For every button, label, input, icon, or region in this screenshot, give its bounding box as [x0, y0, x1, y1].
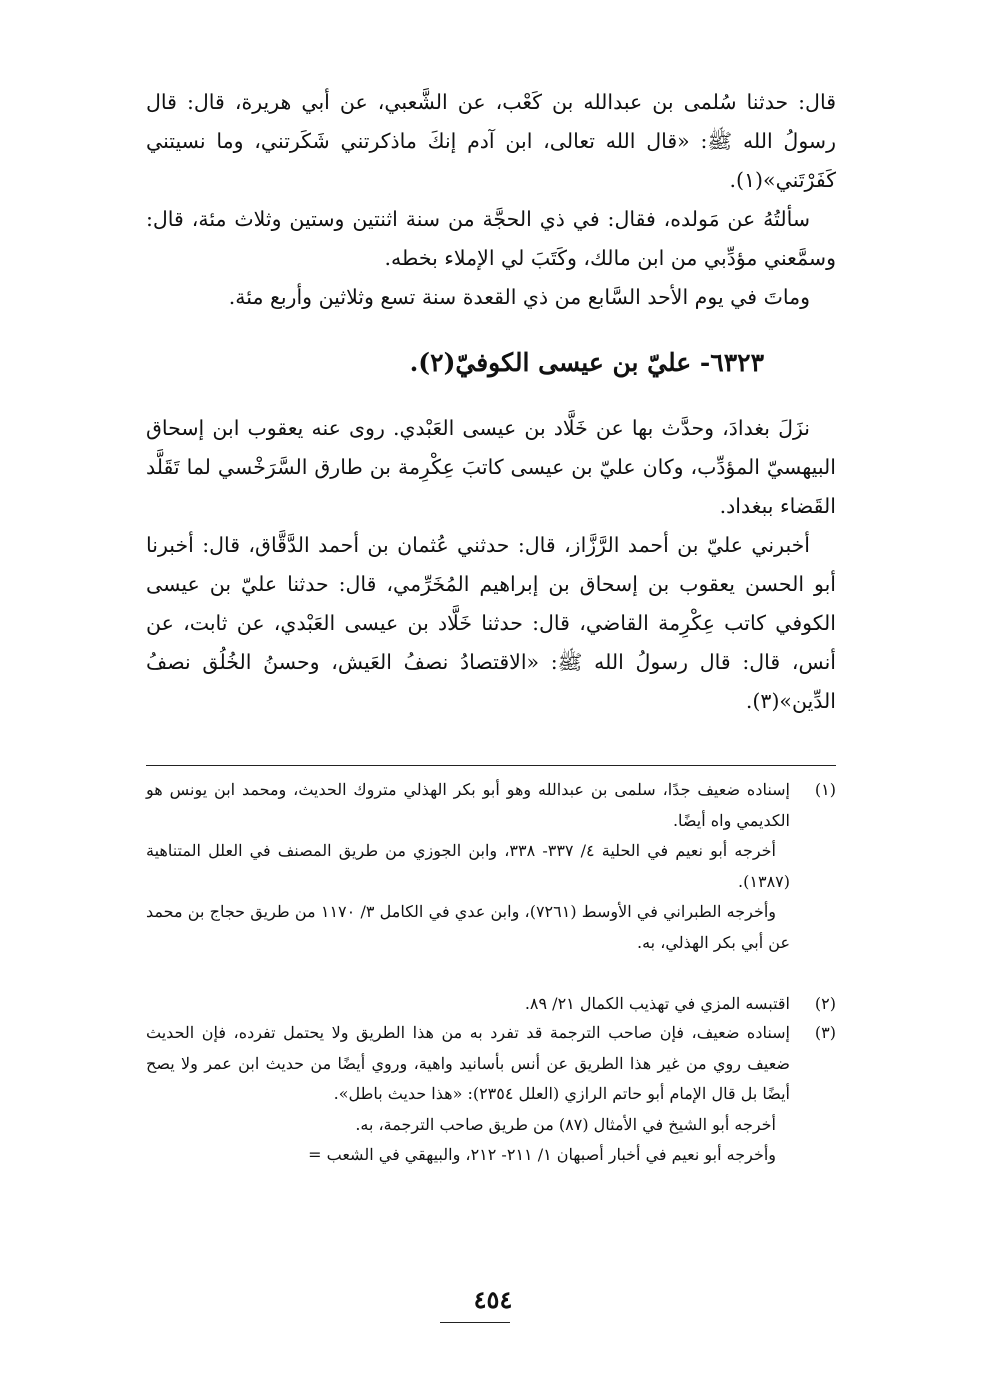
footnote-1 — [146, 775, 836, 958]
footnote-number: (٣) — [814, 1023, 836, 1042]
body-text-entry — [146, 409, 836, 721]
footnote-line: إسناده ضعيف جدًا، سلمى بن عبدالله وهو أبو بكر الهذلي متروك الحديث، ومحمد ابن يونس هو الكديمي واه أيضًا. — [146, 780, 790, 830]
footnote-number: (١) — [814, 780, 836, 799]
footnote-line: وأخرجه الطبراني في الأوسط (٧٢٦١)، وابن عدي في الكامل ٣/ ١١٧٠ من طريق حجاج بن محمد عن أبي بكر الهذلي، به. — [146, 902, 790, 952]
paragraph-death: وماتَ في يوم الأحد السَّابع من ذي القعدة سنة تسع وثلاثين وأربع مئة. — [228, 285, 810, 309]
entry-heading: ٦٣٢٣- عليّ بن عيسى الكوفيّ(٢). — [409, 348, 764, 377]
footnote-3 — [146, 1018, 836, 1171]
paragraph-biography: نزَلَ بغدادَ، وحدَّث بها عن خَلَّاد بن عيسى العَبْدي. روى عنه يعقوب ابن إسحاق البيهسيّ المؤدِّب، وكان عليّ بن عيسى كاتبَ عِكْرِمة بن طارق السَّرَخْسي لما تَقَلَّد القَضاء ببغداد. — [146, 416, 836, 518]
page-number-rule — [440, 1322, 510, 1323]
footnote-line: أخرجه أبو الشيخ في الأمثال (٨٧) من طريق صاحب الترجمة، به. — [355, 1114, 776, 1134]
body-text-top — [146, 83, 836, 317]
footnote-divider — [146, 765, 836, 766]
page-number: ٤٥٤ — [473, 1285, 513, 1314]
footnote-number: (٢) — [814, 994, 836, 1013]
footnote-2 — [146, 989, 836, 1020]
paragraph-hadith-1: قال: حدثنا سُلمى بن عبدالله بن كَعْب، عن الشَّعبي، عن أبي هريرة، قال: قال رسولُ الله ﷺ: «قال الله تعالى، ابن آدم إنكَ ماذكرتني شَكَرتني، وما نسيتني كَفَرْتَني»(١). — [146, 90, 836, 192]
footnote-line: اقتبسه المزي في تهذيب الكمال ٢١/ ٨٩. — [524, 994, 790, 1013]
paragraph-birth: سألتُهُ عن مَولده، فقال: في ذي الحجَّة من سنة اثنتين وستين وثلاث مئة، قال: وسمَّعني مؤدِّبي من ابن مالك، وكَتَبَ لي الإملاء بخطه. — [146, 207, 836, 270]
paragraph-isnad: أخبرني عليّ بن أحمد الرَّزَّاز، قال: حدثني عُثمان بن أحمد الدَّقَّاق، قال: أخبرنا أبو الحسن يعقوب بن إسحاق بن إبراهيم المُخَرِّمي، قال: حدثنا عليّ بن عيسى الكوفي كاتب عِكْرِمة القاضي، قال: حدثنا خَلَّاد بن عيسى العَبْدي، عن ثابت، عن أنس، قال: قال رسولُ الله ﷺ: «الاقتصادُ نصفُ العَيش، وحسنُ الخُلُق نصفُ الدِّين»(٣). — [146, 533, 836, 713]
footnote-line: إسناده ضعيف، فإن صاحب الترجمة قد تفرد به من هذا الطريق ولا يحتمل تفرده، فإن الحديث ضعيف روي من غير هذا الطريق عن أنس بأسانيد واهية، وروي أيضًا من حديث ابن عمر ولا يصح أيضًا بل قال الإمام أبو حاتم الرازي (العلل ٢٣٥٤): «هذا حديث باطل». — [146, 1023, 791, 1103]
footnote-line: أخرجه أبو نعيم في الحلية ٤/ ٣٣٧- ٣٣٨، وابن الجوزي من طريق المصنف في العلل المتناهية (١٣٨٧). — [146, 841, 790, 891]
footnote-line: وأخرجه أبو نعيم في أخبار أصبهان ١/ ٢١١- ٢١٢، والبيهقي في الشعب = — [308, 1145, 776, 1164]
